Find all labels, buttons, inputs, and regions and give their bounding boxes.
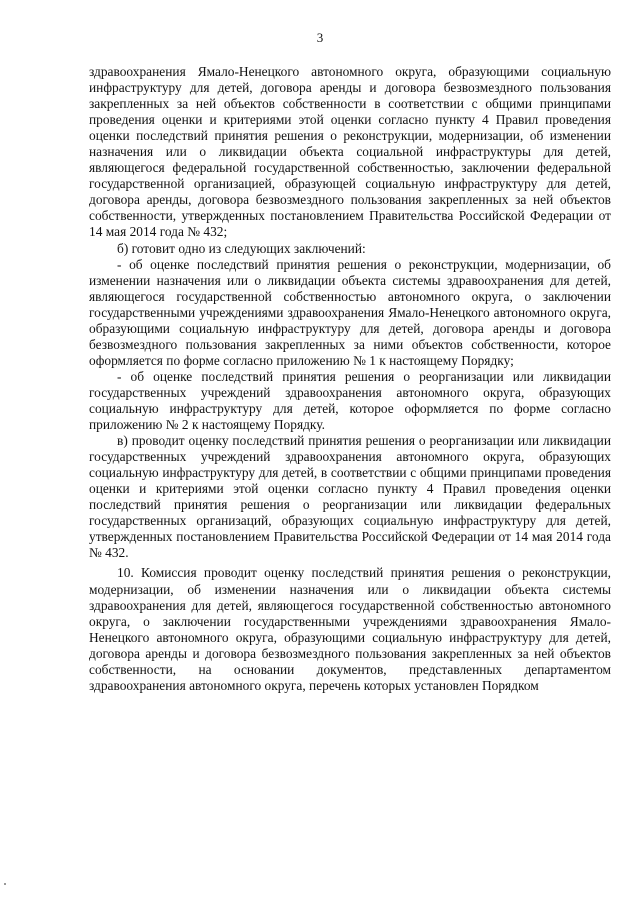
paragraph-continuation: здравоохранения Ямало-Ненецкого автономного округа, образующими социальную инфраструктуру для детей, договора аренды и договора безвозмездного пользования закрепленных за ней объектов собственности в соответствии с общими принципами проведения оценки и критериями этой оценки согласно пункту 4 Правил проведения оценки последствий принятия решения о реконструкции, модернизации, об изменении назначения или о ликвидации объекта социальной инфраструктуры для детей, являющегося федеральной государственной собственностью, заключении федеральной государственной организацией, образующей социальную инфраструктуру для детей, договора аренды, договора безвозмездного пользования закрепленных за ней объектов собственности, утвержденных постановлением Правительства Российской Федерации от 14 мая 2014 года № 432;	[89, 64, 611, 240]
paragraph-item-10: 10. Комиссия проводит оценку последствий принятия решения о реконструкции, модернизации, об изменении назначения или о ликвидации объекта системы здравоохранения для детей, являющегося государственной собственностью автономного округа, о заключении государственными учреждениями здравоохранения Ямало-Ненецкого автономного округа, образующими социальную инфраструктуру для детей, договора аренды и договора безвозмездного пользования закрепленных за ней объектов собственности, на основании документов, представленных департаментом здравоохранения автономного округа, перечень которых установлен Порядком	[89, 565, 611, 693]
paragraph-item-b: б) готовит одно из следующих заключений:	[117, 240, 366, 256]
paragraph-item-b-dash-2: - об оценке последствий принятия решения о реорганизации или ликвидации государственных учреждений здравоохранения автономного округа, образующих социальную инфраструктуру для детей, которое оформляется по форме согласно приложению № 2 к настоящему Порядку.	[89, 368, 611, 433]
paragraph-item-b-dash-1: - об оценке последствий принятия решения о реконструкции, модернизации, об изменении назначения или о ликвидации объекта системы здравоохранения для детей, являющегося государственной собственностью автономного округа, о заключении государственными учреждениями здравоохранения Ямало-Ненецкого автономного округа, образующими социальную инфраструктуру для детей, договора аренды и договора безвозмездного пользования закрепленных за ними объектов собственности, которое оформляется по форме согласно приложению № 1 к настоящему Порядку;	[89, 256, 611, 368]
page-number: 3	[316, 30, 324, 45]
document-body	[89, 64, 611, 694]
scan-dust-mark	[4, 883, 6, 885]
paragraph-item-v: в) проводит оценку последствий принятия решения о реорганизации или ликвидации государственных учреждений здравоохранения автономного округа, образующих социальную инфраструктуру для детей, в соответствии с общими принципами проведения оценки и критериями этой оценки согласно пункту 4 Правил проведения оценки последствий принятия решения о реорганизации или ликвидации федеральных государственных организаций, образующих социальную инфраструктуру для детей, утвержденных постановлением Правительства Российской Федерации от 14 мая 2014 года № 432.	[89, 433, 611, 561]
